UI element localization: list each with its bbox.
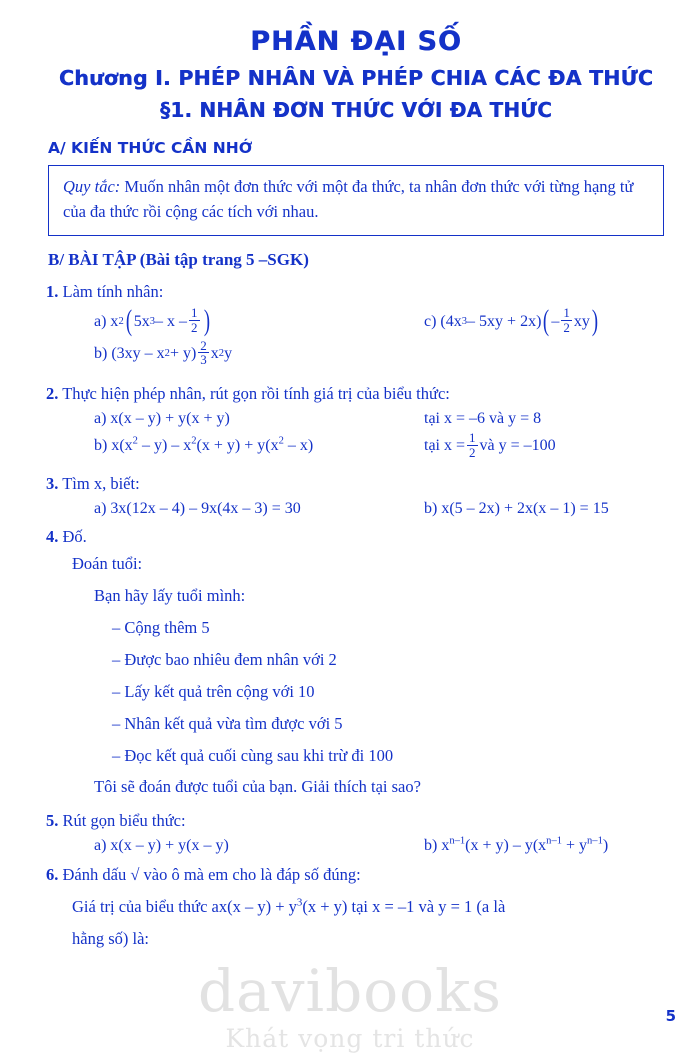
open-paren-icon: ( (543, 303, 550, 337)
exercise-1-item-a: a) x 2 ( 5x 3 – x – $\frac{1}{2}$ ) (94, 303, 210, 337)
exercise-2-row-a (46, 410, 666, 428)
ex5b-t1: b) x (424, 837, 450, 855)
exercise-2-row-b (46, 429, 666, 460)
section-title: §1. NHÂN ĐƠN THỨC VỚI ĐA THỨC (160, 98, 552, 122)
ex5b-t4: ) (602, 837, 609, 855)
ex1b-tail2: y (224, 344, 233, 362)
ex2b-t3: (x + y) + y(x (196, 437, 279, 455)
ex2b-t1: b) x(x (94, 437, 133, 455)
exercise-4-sub: Đoán tuổi: (72, 554, 143, 574)
exercise-1-row-ac (46, 303, 666, 337)
exercise-4-number: 4. (46, 527, 59, 547)
exercise-1-item-b: b) (3xy – x 2 + y) $\frac{2}{3}$ x 2 y (94, 337, 233, 368)
ex5b-t3: + y (562, 837, 588, 855)
ex1b-tail: x (210, 344, 219, 362)
exercise-6-line-1 (72, 895, 666, 919)
section-a-heading: A/ KIẾN THỨC CẦN NHỚ (48, 139, 253, 157)
ex2b-e3: 2 (278, 435, 284, 447)
exercise-4-step-2: – Được bao nhiêu đem nhân với 2 (112, 649, 337, 669)
exercise-1 (46, 280, 666, 304)
exercise-3-title: Tìm x, biết: (62, 474, 140, 494)
rule-text: Muốn nhân một đơn thức với một đa thức, ta nhân đơn thức với từng hạng tử của đa thức rồi cộng các tích với nhau. (63, 177, 634, 221)
exercise-4-step-3: – Lấy kết quả trên cộng với 10 (112, 681, 315, 701)
ex1b-frac-num: 2 (200, 337, 207, 353)
ex5b-t2: (x + y) – y(x (465, 837, 547, 855)
ex2b-cond-pre: tại x = (424, 437, 466, 455)
exercise-2-cond-b (424, 429, 666, 460)
exercise-5-item-a: a) x(x – y) + y(x – y) (94, 837, 229, 855)
exercise-5-row (46, 837, 666, 855)
ex1b-rest: + y) (169, 344, 197, 362)
rule-label: Quy tắc: (63, 177, 121, 196)
exercise-2-number: 2. (46, 383, 59, 403)
exercise-3 (46, 472, 666, 496)
ex1c-rest: – 5xy + 2x) (467, 312, 542, 330)
ex2b-fraction (467, 431, 478, 459)
close-paren-icon: ) (203, 303, 210, 337)
ex5b-e2: n–1 (546, 836, 562, 847)
ex1c-label: c) (4x (424, 312, 462, 330)
exercise-5-title: Rút gọn biểu thức: (62, 811, 186, 831)
ex5b-e3: n–1 (587, 836, 603, 847)
ex1a-frac-den: 2 (191, 320, 198, 336)
ex1b-frac-den: 3 (200, 352, 207, 368)
ex2b-frac-num: 1 (469, 429, 476, 445)
exercise-4-step-5: – Đọc kết quả cuối cùng sau khi trừ đi 100 (112, 745, 394, 765)
exercise-4 (46, 525, 666, 549)
exercise-2-title: Thực hiện phép nhân, rút gọn rồi tính giá trị của biểu thức: (62, 383, 450, 403)
page-number: 5 (665, 1007, 676, 1025)
exercise-4-step-4: – Nhân kết quả vừa tìm được với 5 (112, 713, 343, 733)
watermark-main-text: davibooks (198, 957, 502, 1025)
ex1a-inner2: – x – (155, 312, 187, 330)
exercise-4-closing: Tôi sẽ đoán được tuổi của bạn. Giải thích tại sao? (94, 777, 421, 797)
ex1c-tail: xy (573, 312, 590, 330)
ex6-t1: Giá trị của biểu thức ax(x – y) + y (72, 897, 297, 917)
exercise-1-title: Làm tính nhân: (62, 281, 164, 301)
exercise-3-item-a: a) 3x(12x – 4) – 9x(4x – 3) = 30 (94, 500, 301, 518)
exercise-3-number: 3. (46, 474, 59, 494)
watermark-sub-text: Khát vọng tri thức (225, 1024, 475, 1053)
exercise-4-title: Đố. (62, 527, 87, 547)
rule-box (48, 165, 664, 236)
exercise-4-step-1: – Cộng thêm 5 (112, 617, 210, 637)
watermark (0, 957, 700, 1053)
ex1a-fraction (189, 306, 200, 334)
open-paren-icon: ( (125, 303, 132, 337)
ex6-e1: 3 (296, 896, 303, 909)
exercise-3-item-b: b) x(5 – 2x) + 2x(x – 1) = 15 (424, 500, 609, 518)
section-b-heading: B/ BÀI TẬP (Bài tập trang 5 –SGK) (48, 249, 309, 269)
ex1c-frac-num: 1 (563, 305, 570, 321)
exercise-6-title: Đánh dấu √ vào ô mà em cho là đáp số đúng: (62, 865, 361, 885)
exercise-6-number: 6. (46, 865, 59, 885)
ex1b-label: b) (3xy – x (94, 344, 165, 362)
ex1a-label: a) x (94, 312, 119, 330)
exercise-6 (46, 863, 666, 887)
chapter-title: Chương I. PHÉP NHÂN VÀ PHÉP CHIA CÁC ĐA THỨC (58, 66, 654, 90)
exercise-2 (46, 382, 666, 406)
ex2b-e1: 2 (132, 435, 138, 447)
exercise-5-number: 5. (46, 811, 59, 831)
exercise-6-line-2: hằng số) là: (72, 929, 149, 949)
exercise-3-row (46, 500, 666, 518)
ex2b-t2: – y) – x (137, 437, 192, 455)
ex1a-inner1: 5x (133, 312, 150, 330)
close-paren-icon: ) (591, 303, 599, 337)
ex1a-frac-num: 1 (191, 305, 198, 321)
exercise-1-item-c: c) (4x 3 – 5xy + 2x) ( – $\frac{1}{2}$ xy ) (424, 303, 599, 337)
exercise-1-number: 1. (46, 281, 59, 301)
ex1b-fraction (198, 339, 209, 367)
exercise-5 (46, 809, 666, 833)
ex5b-e1: n–1 (449, 836, 466, 847)
ex6-t2: (x + y) tại x = –1 và y = 1 (a là (302, 897, 506, 917)
exercise-2-item-b (94, 437, 424, 455)
exercise-2-cond-a: tại x = –6 và y = 8 (424, 409, 542, 427)
exercise-1-row-b (46, 337, 666, 368)
page-title: PHẦN ĐẠI SỐ (250, 26, 462, 57)
ex2b-cond-post: và y = –100 (479, 437, 556, 455)
exercise-5-item-b (424, 837, 666, 855)
ex1c-sign: – (551, 312, 560, 330)
exercise-4-intro: Bạn hãy lấy tuổi mình: (94, 585, 246, 605)
ex2b-frac-den: 2 (469, 444, 476, 460)
ex1c-fraction (561, 306, 572, 334)
ex2b-e2: 2 (191, 435, 197, 447)
ex2b-t4: – x) (283, 437, 314, 455)
exercise-2-item-a: a) x(x – y) + y(x + y) (94, 409, 230, 427)
ex1c-frac-den: 2 (563, 320, 570, 336)
